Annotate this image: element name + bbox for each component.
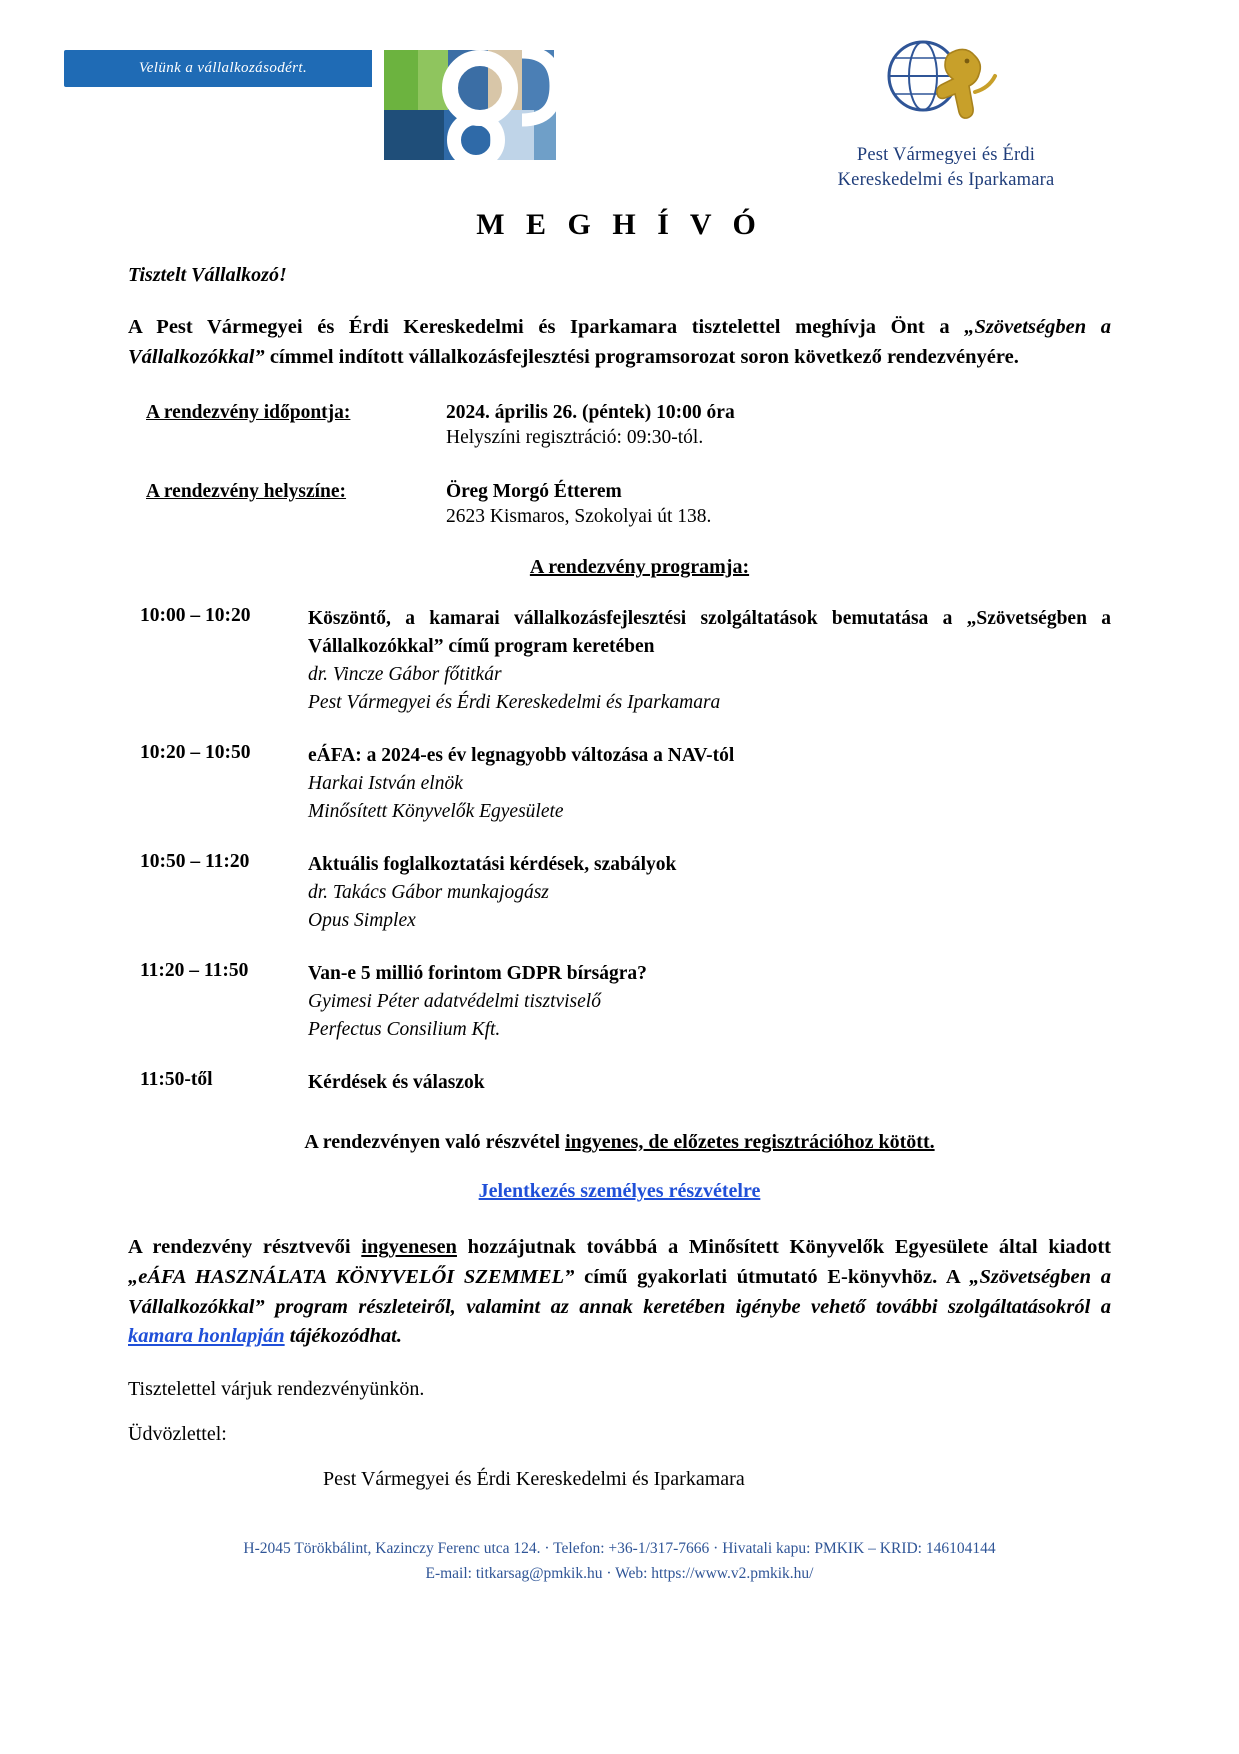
agenda-person: dr. Takács Gábor munkajogász (308, 881, 549, 903)
closing-ebook-title: „eÁFA HASZNÁLATA KÖNYVELŐI SZEMMEL” (128, 1265, 575, 1288)
programme-heading: A rendezvény programja: (529, 556, 750, 579)
event-date-row (146, 402, 1111, 449)
event-venue-row (146, 481, 1111, 528)
list-item (128, 1069, 1111, 1097)
event-details (146, 402, 1111, 528)
list-item (128, 605, 1111, 716)
agenda-body (308, 742, 1111, 825)
participation-prefix: A rendezvényen való részvétel (304, 1131, 566, 1154)
agenda-body (308, 605, 1111, 716)
agenda-org: Perfectus Consilium Kft. (308, 1018, 501, 1040)
list-item (128, 851, 1111, 934)
footer-line2: E-mail: titkarsag@pmkik.hu · Web: https://www.v2.pmkik.hu/ (425, 1564, 814, 1582)
agenda-person: Gyimesi Péter adatvédelmi tisztviselő (308, 991, 601, 1012)
participation-condition: ingyenes, de előzetes regisztrációhoz kötött. (565, 1131, 935, 1154)
document-footer (128, 1537, 1111, 1603)
agenda-org: Opus Simplex (308, 909, 416, 931)
event-venue-address: 2623 Kismaros, Szokolyai út 138. (446, 506, 712, 528)
participation-note (128, 1131, 1111, 1154)
agenda-org: Minősített Könyvelők Egyesülete (308, 800, 564, 822)
event-venue-label: A rendezvény helyszíne: (146, 481, 347, 503)
chamber-name (838, 143, 1055, 193)
agenda-org: Pest Vármegyei és Érdi Kereskedelmi és Iparkamara (308, 691, 721, 713)
agenda-time: 10:00 – 10:20 (140, 605, 251, 627)
agenda-title: Van-e 5 millió forintom GDPR bírságra? (308, 963, 647, 985)
globe-lion-crest-icon (871, 34, 1021, 139)
intro-part2: címmel indított vállalkozásfejlesztési programsorozat soron következő rendezvényére. (264, 345, 1019, 368)
closing-part2: hozzájutnak továbbá a Minősített Könyvelők Egyesülete által kiadott (456, 1236, 1111, 1259)
chamber-name-line2: Kereskedelmi és Iparkamara (837, 169, 1055, 190)
agenda-time: 11:20 – 11:50 (140, 960, 249, 982)
closing-free-word: ingyenesen (361, 1236, 457, 1259)
intro-paragraph (128, 313, 1111, 372)
signature: Pest Vármegyei és Érdi Kereskedelmi és Iparkamara (323, 1467, 745, 1490)
regards-line: Tisztelettel várjuk rendezvényünkön. (128, 1377, 425, 1400)
closing-paragraph (128, 1233, 1111, 1352)
closing-greeting: Üdvözlettel: (128, 1422, 227, 1445)
agenda-person: Harkai István elnök (308, 772, 463, 794)
closing-part4: tájékozódhat. (284, 1325, 402, 1348)
chamber-name-line1: Pest Vármegyei és Érdi (856, 145, 1036, 165)
event-venue-name: Öreg Morgó Étterem (446, 481, 622, 503)
closing-part1: A rendezvény résztvevői (128, 1236, 362, 1259)
programme-list (128, 605, 1111, 1097)
agenda-title: eÁFA: a 2024-es év legnagyobb változása a NAV-tól (308, 745, 735, 767)
list-item (128, 742, 1111, 825)
document-header (128, 28, 1111, 190)
agenda-body (308, 851, 1111, 934)
agenda-time: 10:20 – 10:50 (140, 742, 251, 764)
agenda-time: 11:50-től (140, 1069, 213, 1091)
event-date-value (446, 402, 735, 449)
slogan-banner (64, 50, 382, 87)
agenda-title: Köszöntő, a kamarai vállalkozásfejlesztési szolgáltatások bemutatása a „Szövetségben a Vállalkozókkal” című program keretében (308, 608, 1111, 658)
page-title: M E G H Í V Ó (476, 208, 763, 241)
salutation: Tisztelt Vállalkozó! (128, 264, 287, 286)
event-date-label: A rendezvény időpontja: (146, 402, 351, 424)
event-date-main: 2024. április 26. (péntek) 10:00 óra (446, 402, 735, 424)
intro-program-name: „Szövetségben a Vállalkozókkal” (128, 316, 1111, 368)
chamber-website-link[interactable]: kamara honlapján (128, 1325, 285, 1348)
event-date-note: Helyszíni regisztráció: 09:30-tól. (446, 427, 704, 449)
agenda-title: Kérdések és válaszok (308, 1072, 485, 1094)
agenda-body (308, 1069, 1111, 1097)
chamber-logo-block (128, 28, 728, 178)
closing-part3: című gyakorlati útmutató E-könyvhöz. A (574, 1265, 970, 1288)
agenda-person: dr. Vincze Gábor főtitkár (308, 663, 502, 685)
agenda-time: 10:50 – 11:20 (140, 851, 250, 873)
detail-spacer (146, 457, 1111, 481)
list-item (128, 960, 1111, 1043)
footer-line1: H-2045 Törökbálint, Kazinczy Ferenc utca 124. · Telefon: +36-1/317-7666 · Hivatali kapu: PMKIK – KRID: 146104144 (243, 1539, 996, 1557)
agenda-body (308, 960, 1111, 1043)
agenda-title: Aktuális foglalkoztatási kérdések, szabályok (308, 854, 677, 876)
registration-link-row (128, 1180, 1111, 1203)
registration-link[interactable]: Jelentkezés személyes részvételre (478, 1180, 761, 1203)
intro-part1: A Pest Vármegyei és Érdi Kereskedelmi és Iparkamara tisztelettel meghívja Önt a (128, 316, 965, 338)
closing-program-ref: „Szövetségben a Vállalkozókkal” program részleteiről, valamint az annak keretében igénybe vehető további szolgáltatásokról a (128, 1265, 1112, 1318)
slogan-text: Velünk a vállalkozásodért. (138, 60, 308, 76)
abstract-chamber-logo-icon (372, 36, 602, 168)
chamber-identity-block (781, 28, 1111, 193)
event-venue-value (446, 481, 711, 528)
